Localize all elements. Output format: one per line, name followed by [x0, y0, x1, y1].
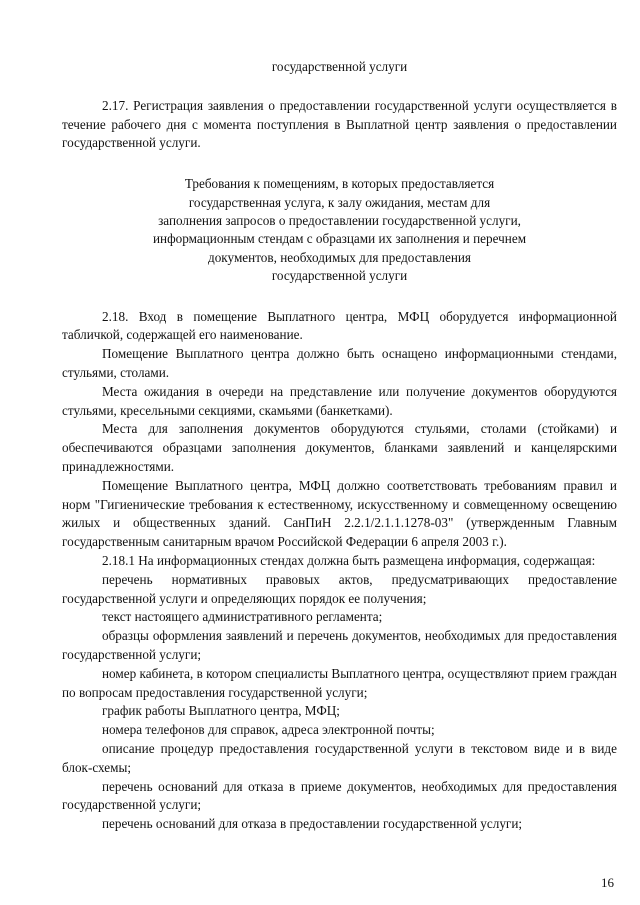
list-item: график работы Выплатного центра, МФЦ; [102, 703, 340, 719]
page-content [62, 58, 617, 834]
page-number: 16 [601, 875, 614, 890]
paragraph-filling-area: Места для заполнения документов оборудуются стульями, столами (стойками) и обеспечиваются образцами заполнения документов, бланками заявлений и канцелярскими принадлежностями. [62, 421, 617, 474]
list-item: номера телефонов для справок, адреса электронной почты; [102, 722, 435, 738]
list-item: перечень нормативных правовых актов, предусматривающих предоставление государственной услуги и определяющих порядок ее получения; [62, 571, 617, 606]
heading-line: Требования к помещениям, в которых предоставляется [184, 176, 495, 192]
list-item: образцы оформления заявлений и перечень документов, необходимых для предоставления государственной услуги; [62, 628, 617, 662]
list-item: перечень оснований для отказа в предоставлении государственной услуги; [102, 816, 523, 832]
paragraph-room-equipment: Помещение Выплатного центра должно быть оснащено информационными стендами, стульями, столами. [62, 346, 617, 381]
continued-heading-line: государственной услуги [271, 59, 408, 74]
paragraph-sanpin: Помещение Выплатного центра, МФЦ должно соответствовать требованиям правил и норм "Гигиенические требования к естественному, искусственному и совмещенному освещению жилых и общественных зданий. СанПиН 2.2.1/2.1.1.1278-03" (утвержденным Главным государственным санитарным врачом Российской Федерации 6 апреля 2003 г.). [62, 477, 617, 550]
heading-line: документов, необходимых для предоставления [208, 249, 471, 265]
paragraph-2-18-1: 2.18.1 На информационных стендах должна быть размещена информация, содержащая: [102, 552, 596, 568]
heading-line: заполнения запросов о предоставлении государственной услуги, [158, 213, 521, 228]
list-item: текст настоящего административного регламента; [102, 609, 383, 625]
heading-line: государственной услуги [271, 268, 408, 284]
paragraph-2-18: 2.18. Вход в помещение Выплатного центра, МФЦ оборудуется информационной табличкой, содержащей его наименование. [62, 308, 617, 343]
section-heading [62, 175, 617, 285]
list-item: номер кабинета, в котором специалисты Выплатного центра, осуществляют прием граждан по вопросам предоставления государственной услуги; [62, 665, 617, 700]
list-item: перечень оснований для отказа в приеме документов, необходимых для предоставления государственной услуги; [62, 778, 617, 813]
heading-line: информационным стендам с образцами их заполнения и перечнем [152, 231, 527, 247]
list-item: описание процедур предоставления государственной услуги в текстовом виде и в виде блок-схемы; [62, 740, 617, 775]
paragraph-2-17: 2.17. Регистрация заявления о предоставлении государственной услуги осуществляется в течение рабочего дня с момента поступления в Выплатной центр заявления о предоставлении государственной услуги. [62, 97, 617, 151]
heading-line: государственная услуга, к залу ожидания, местам для [188, 194, 491, 210]
paragraph-waiting-area: Места ожидания в очереди на представление или получение документов оборудуются стульями, кресельными секциями, скамьями (банкетками). [62, 383, 617, 418]
